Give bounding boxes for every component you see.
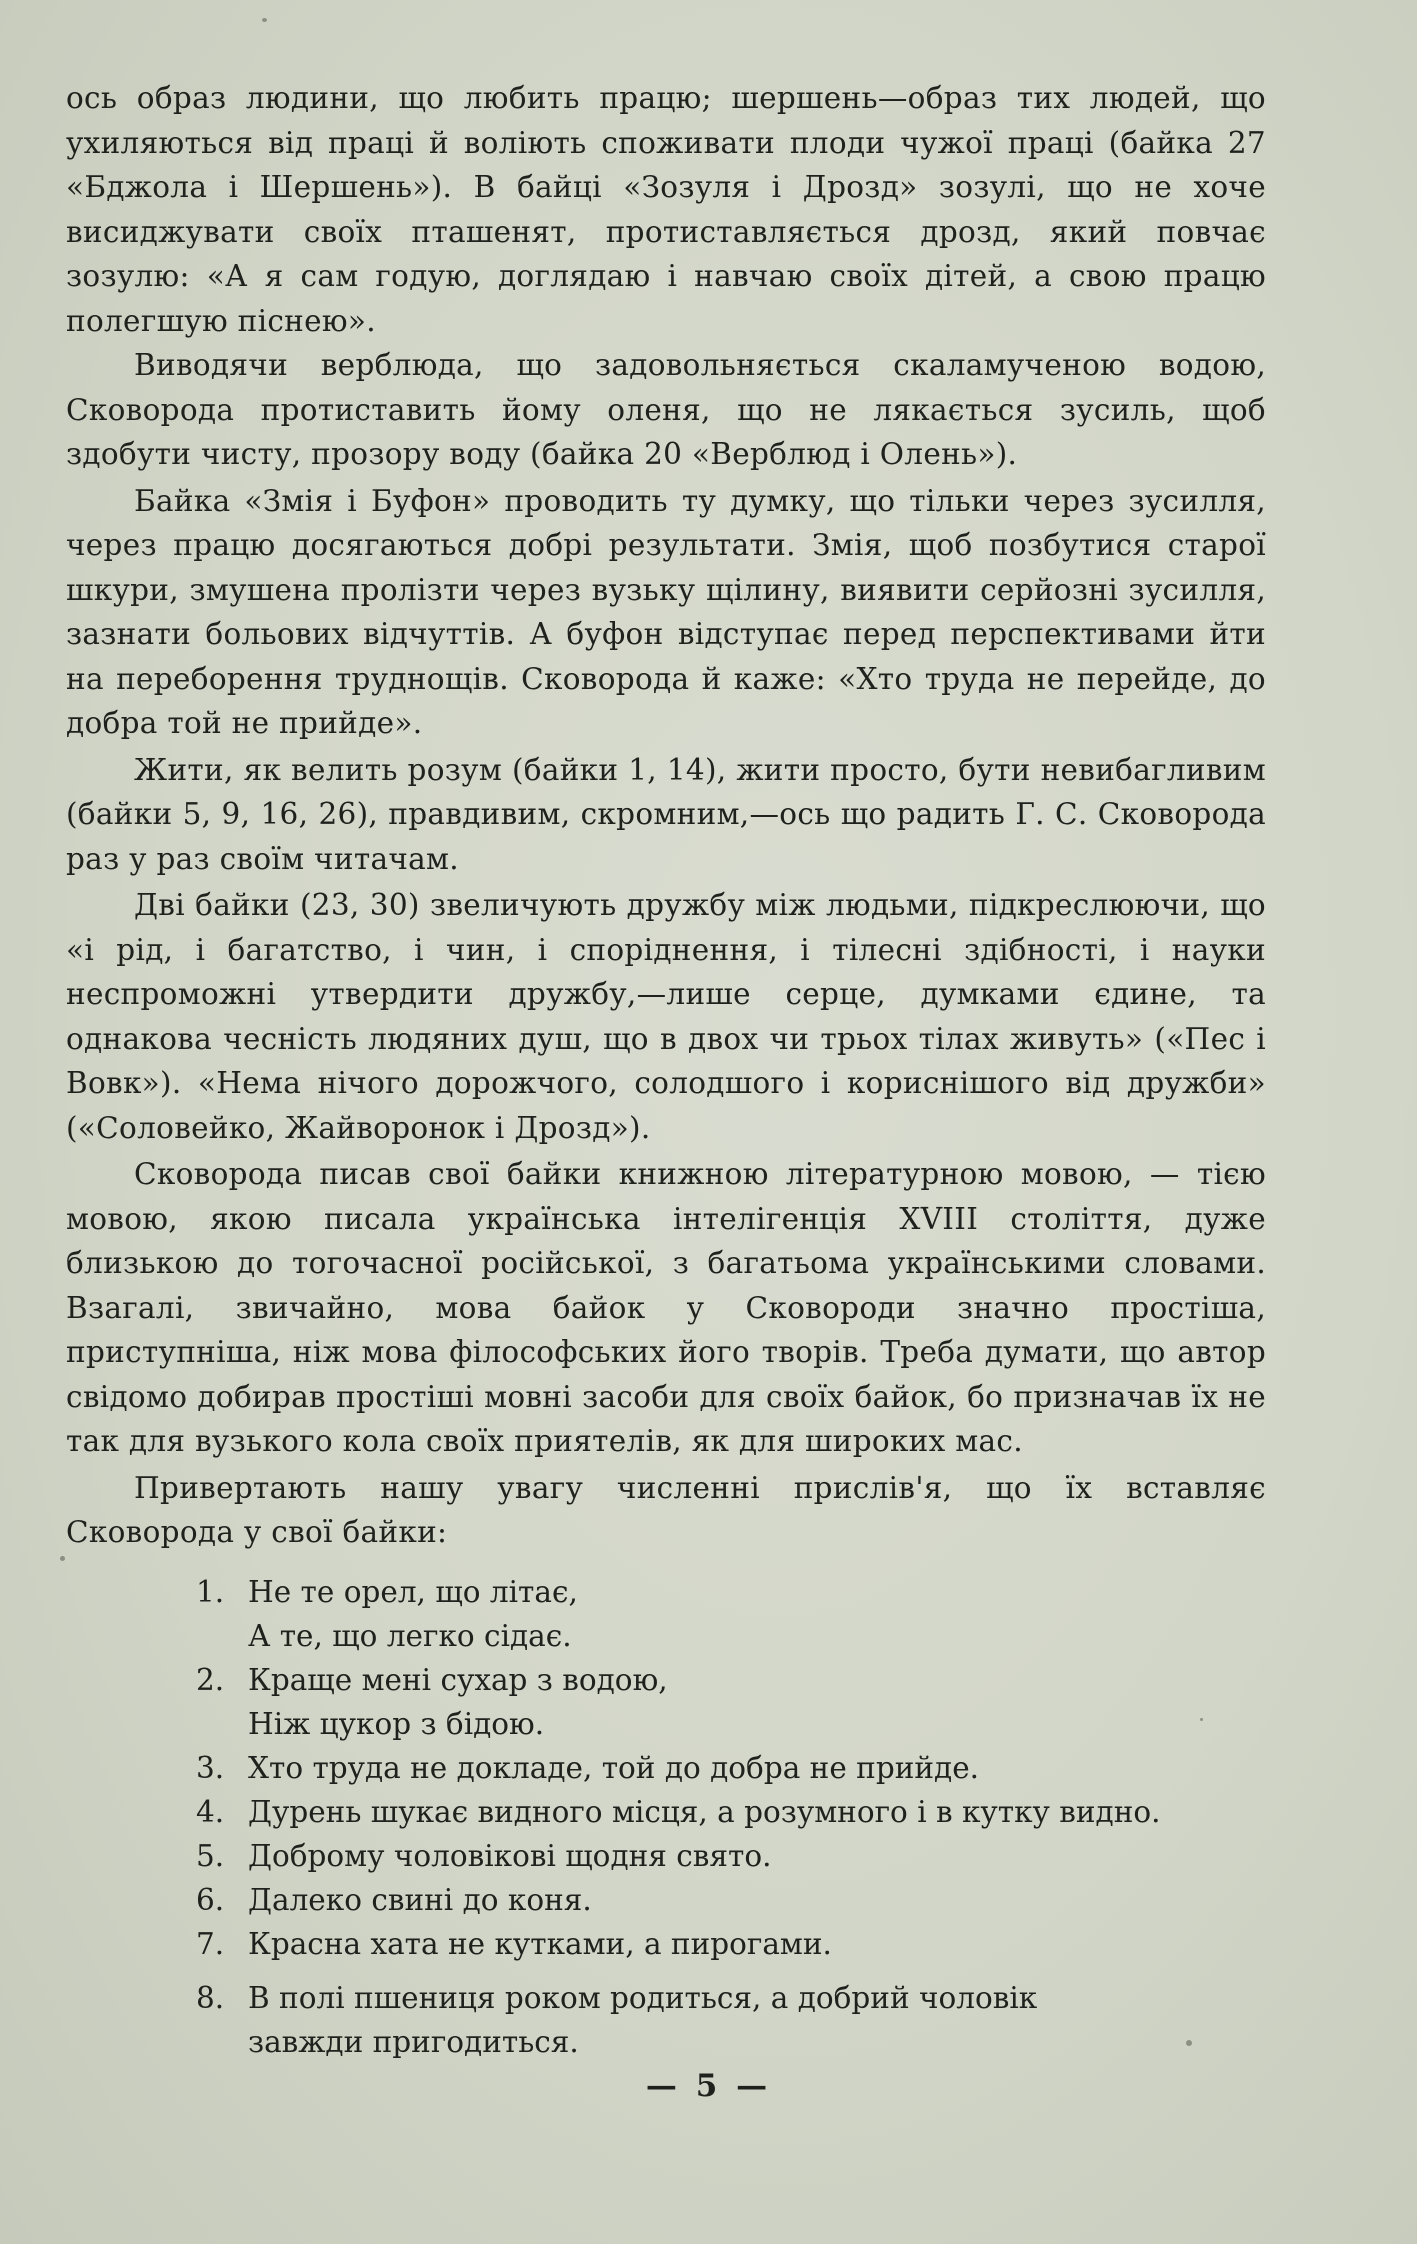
proverb-item (196, 1878, 1296, 1922)
ink-speck (262, 18, 267, 22)
proverb-line: Красна хата не кутками, а пирогами. (248, 1927, 832, 1961)
proverb-number: 3. (196, 1751, 225, 1785)
proverb-item (196, 1922, 1296, 1966)
paragraph-6: Сковорода писав свої байки книжною літературною мовою, — тією мовою, якою писала українська інтелігенція XVIII століття, дуже близькою до тогочасної російської, з багатьома українськими словами. Взагалі, звичайно, мова байок у Сковороди значно простіша, приступніша, ніж мова філософських його творів. Треба думати, що автор свідомо добирав простіші мовні засоби для своїх байок, бо призначав їх не так для вузького кола своїх приятелів, як для широких мас. (66, 1157, 1266, 1458)
proverb-number: 5. (196, 1839, 225, 1873)
ink-speck (1200, 1718, 1203, 1721)
proverb-number: 4. (196, 1795, 225, 1829)
proverb-line: Далеко свині до коня. (248, 1883, 592, 1917)
proverb-line: В полі пшениця роком родиться, а добрий чоловік (248, 1981, 1038, 2015)
proverb-line: А те, що легко сідає. (248, 1619, 572, 1653)
ink-speck (60, 1556, 65, 1561)
proverb-line: Не те орел, що літає, (248, 1575, 578, 1609)
proverb-line: Хто труда не докладе, той до добра не прийде. (248, 1751, 980, 1785)
proverb-line: Ніж цукор з бідою. (248, 1707, 545, 1741)
proverb-number: 1. (196, 1575, 225, 1609)
body-text (66, 76, 1266, 1555)
paragraph-5: Дві байки (23, 30) звеличують дружбу між людьми, підкреслюючи, що «і рід, і багатство, і чин, і споріднення, і тілесні здібності, і науки неспроможні утвердити дружбу,—лише серце, думками єдине, та однакова чесність людяних душ, що в двох чи трьох тілах живуть» («Пес і Вовк»). «Нема нічого дорожчого, солодшого і кориснішого від дружби» («Соловейко, Жайворонок і Дрозд»). (66, 888, 1266, 1145)
proverb-number: 8. (196, 1981, 225, 2015)
proverb-number: 7. (196, 1927, 225, 1961)
proverb-item (196, 1976, 1296, 2064)
ink-speck (1186, 2040, 1192, 2046)
proverb-item (196, 1834, 1296, 1878)
paragraph-1: ось образ людини, що любить працю; шершень—образ тих людей, що ухиляються від праці й воліють споживати плоди чужої праці (байка 27 «Бджола і Шершень»). В байці «Зозуля і Дрозд» зозулі, що не хоче висиджувати своїх пташенят, протиставляється дрозд, який повчає зозулю: «А я сам годую, доглядаю і навчаю своїх дітей, а свою працю полегшую піснею». (66, 81, 1266, 338)
proverb-number: 2. (196, 1663, 225, 1697)
proverb-list (196, 1570, 1296, 2064)
paragraph-4: Жити, як велить розум (байки 1, 14), жити просто, бути невибагливим (байки 5, 9, 16, 26), правдивим, скромним,—ось що радить Г. С. Сковорода раз у раз своїм читачам. (66, 752, 1266, 876)
proverb-item (196, 1790, 1296, 1834)
proverb-number: 6. (196, 1883, 225, 1917)
proverb-item (196, 1658, 1296, 1746)
proverb-item (196, 1570, 1296, 1658)
proverb-line: завжди пригодиться. (248, 2025, 579, 2059)
page-number: — 5 — (645, 2068, 772, 2104)
paragraph-2: Виводячи верблюда, що задовольняється скаламученою водою, Сковорода протиставить йому оленя, що не лякається зусиль, щоб здобути чисту, прозору воду (байка 20 «Верблюд і Олень»). (66, 348, 1266, 471)
proverb-line: Краще мені сухар з водою, (248, 1663, 668, 1697)
paragraph-7: Привертають нашу увагу численні прислів'я, що їх вставляє Сковорода у свої байки: (66, 1470, 1266, 1549)
proverb-item (196, 1746, 1296, 1790)
proverb-line: Дурень шукає видного місця, а розумного і в кутку видно. (248, 1795, 1161, 1829)
paragraph-3: Байка «Змія і Буфон» проводить ту думку, що тільки через зусилля, через працю досягаються добрі результати. Змія, щоб позбутися старої шкури, змушена пролізти через вузьку щілину, виявити серйозні зусилля, зазнати больових відчуттів. А буфон відступає перед перспективами йти на переборення труднощів. Сковорода й каже: «Хто труда не перейде, до добра той не прийде». (66, 483, 1266, 740)
proverb-line: Доброму чоловікові щодня свято. (248, 1839, 772, 1873)
